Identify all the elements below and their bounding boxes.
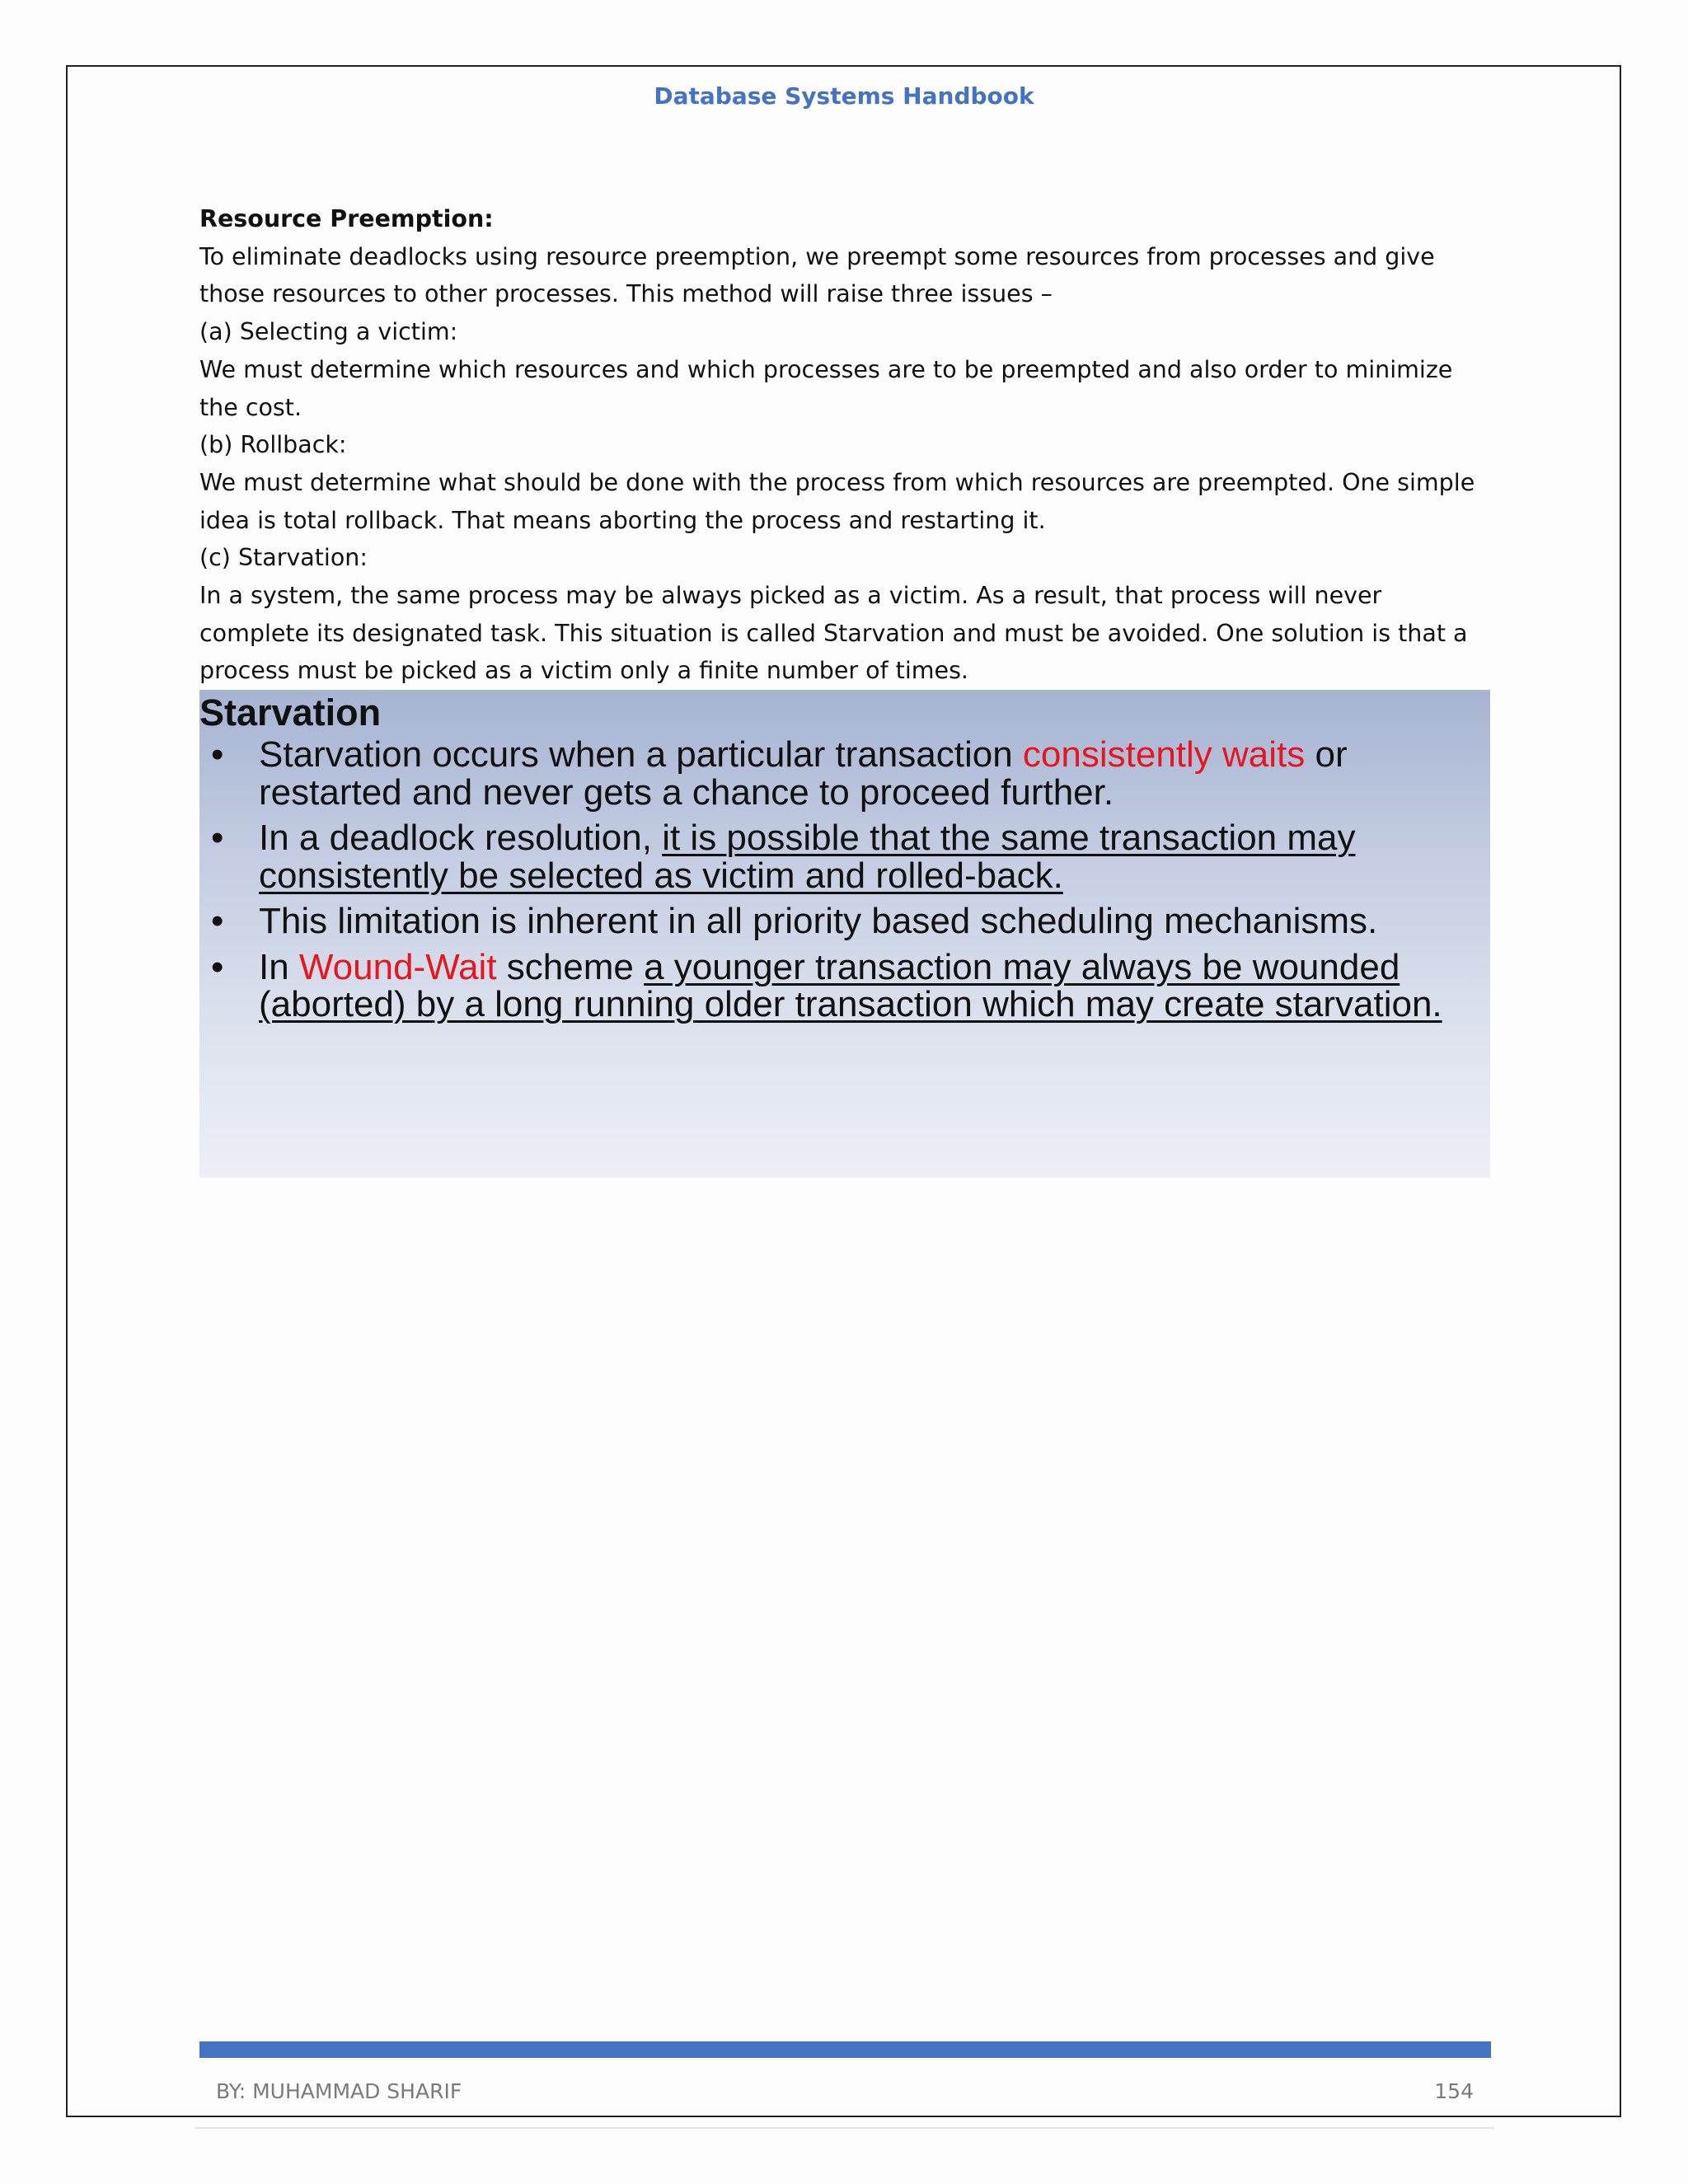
body-text bbox=[199, 200, 1493, 690]
bullet-text: scheme bbox=[496, 946, 645, 987]
subheading-rollback: (b) Rollback: bbox=[199, 431, 347, 459]
slide-bullet-1 bbox=[199, 736, 1490, 811]
bullet-text: In bbox=[259, 946, 299, 987]
bullet-icon: • bbox=[211, 901, 224, 941]
bullet-text: This limitation is inherent in all priority based scheduling mechanisms. bbox=[259, 901, 1378, 941]
bullet-highlight: Wound-Wait bbox=[298, 946, 497, 987]
footer-divider bbox=[195, 2127, 1494, 2129]
slide-bullet-list bbox=[199, 736, 1490, 1032]
paragraph-starvation: In a system, the same process may be always picked as a victim. As a result, that process will never complete its designated task. This situation is called Starvation and must be avoided. One solution is that a process must be picked as a victim only a finite number of times. bbox=[199, 582, 1468, 685]
bullet-highlight: consistently waits bbox=[1022, 734, 1306, 775]
subheading-selecting-victim: (a) Selecting a victim: bbox=[199, 318, 458, 346]
footer-accent-bar bbox=[199, 2041, 1491, 2058]
header-title: Database Systems Handbook bbox=[654, 82, 1034, 110]
subheading-starvation: (c) Starvation: bbox=[199, 544, 368, 572]
slide-title: Starvation bbox=[199, 691, 382, 733]
footer-author: BY: MUHAMMAD SHARIF bbox=[216, 2079, 462, 2103]
paragraph-intro: To eliminate deadlocks using resource preemption, we preempt some resources from processes and give those resources to other processes. This method will raise three issues – bbox=[199, 242, 1435, 308]
bullet-icon: • bbox=[211, 946, 224, 987]
bullet-underlined: a younger transaction may always be wounded (aborted) by a long running older transaction which may create starvation. bbox=[259, 946, 1442, 1024]
bullet-text: or restarted and never gets a chance to proceed further. bbox=[259, 734, 1348, 813]
paragraph-rollback: We must determine what should be done with the process from which resources are preempted. One simple idea is total rollback. That means aborting the process and restarting it. bbox=[199, 468, 1475, 534]
starvation-slide-image bbox=[199, 690, 1490, 1178]
page-number: 154 bbox=[1434, 2079, 1474, 2103]
slide-bullet-4 bbox=[199, 946, 1490, 1024]
bullet-icon: • bbox=[211, 818, 224, 858]
slide-bullet-3 bbox=[199, 902, 1490, 940]
bullet-icon: • bbox=[211, 734, 224, 775]
slide-bullet-2 bbox=[199, 819, 1490, 894]
paragraph-selecting-victim: We must determine which resources and which processes are to be preempted and also order to minimize the cost. bbox=[199, 355, 1453, 421]
bullet-underlined: it is possible that the same transaction may consistently be selected as victim and rolled-back. bbox=[259, 818, 1356, 896]
section-heading: Resource Preemption: bbox=[199, 205, 494, 232]
bullet-text: Starvation occurs when a particular transaction bbox=[259, 734, 1023, 775]
bullet-text: In a deadlock resolution, bbox=[259, 818, 663, 858]
